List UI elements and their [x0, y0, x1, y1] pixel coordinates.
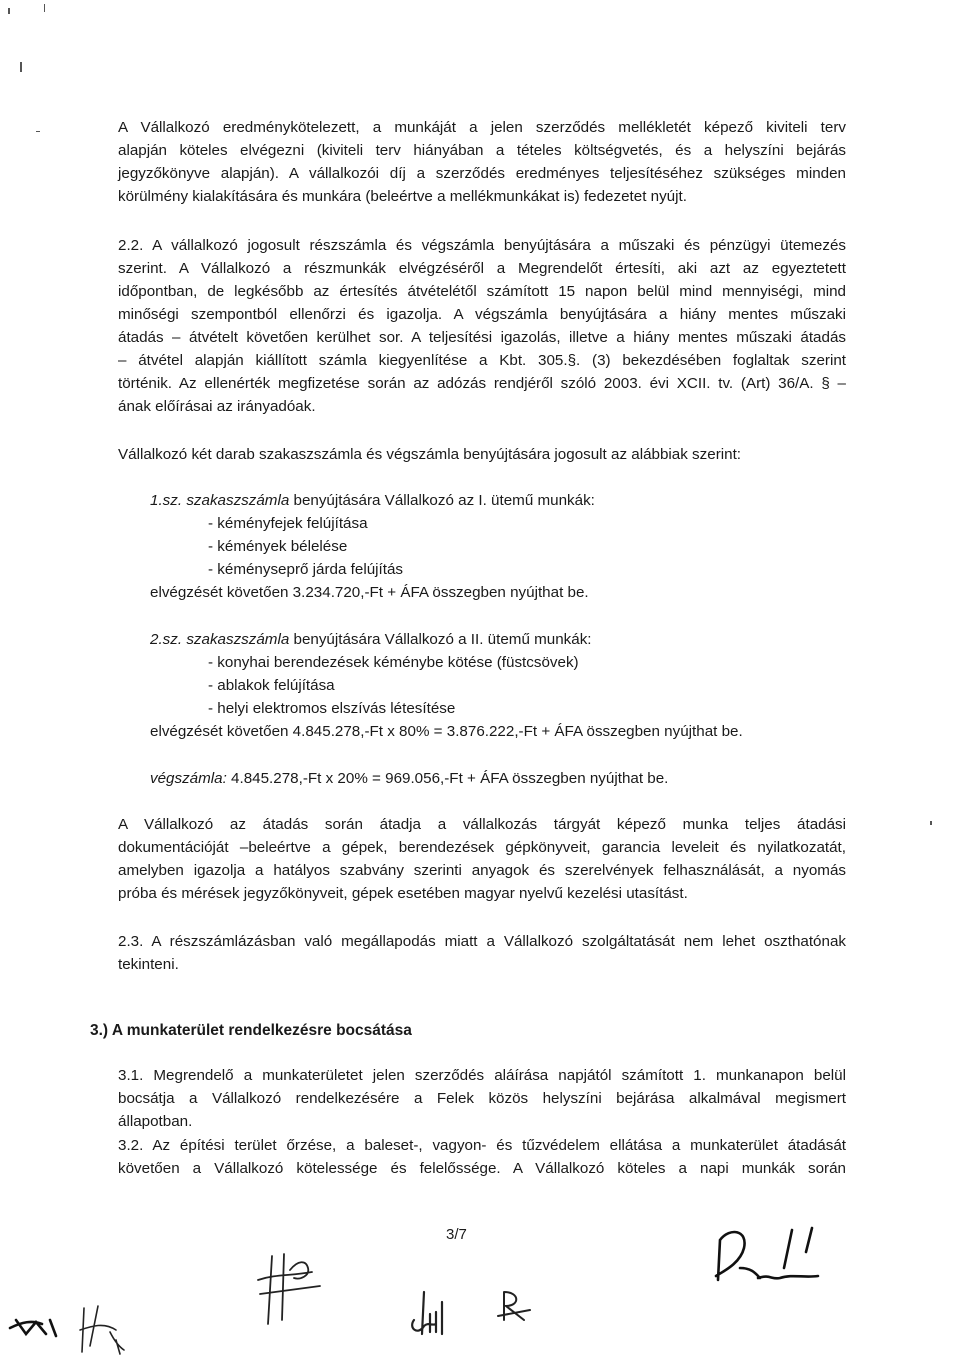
invoice-2-desc: benyújtására Vállalkozó a II. ütemű munkák: [289, 631, 592, 648]
section-final-invoice [120, 767, 848, 790]
text-line: dokumentációját –beleértve a gépek, berendezések gépkönyveit, garancia leveleit és nyilatkozatát, [118, 839, 846, 856]
text-line: amelyben igazolja a hatályos szabvány szerinti anyagok és szerelvények felhasználását, a nyomás [118, 862, 846, 879]
text-line: átadás – átvételt követően kerülhet sor. A teljesítési igazolás, illetve a hiány mentes műszaki átadás [118, 329, 846, 346]
work-item: - kémények bélelése [208, 538, 348, 555]
text-line: A Vállalkozó az átadás során átadja a vállalkozás tárgyát képező munka teljes átadási [118, 816, 846, 833]
work-item: - ablakok felújítása [208, 677, 335, 694]
text-line: minőségi szempontból ellenőrzi és igazolja. A végszámla benyújtására a hiány mentes műszaki [118, 306, 846, 323]
invoice-1-title [120, 489, 848, 512]
scan-speck [20, 62, 22, 72]
section-second-partial-invoice [120, 628, 848, 743]
initials-center [404, 1282, 464, 1342]
signature-right [700, 1222, 820, 1292]
work-item: - helyi elektromos elszívás létesítése [208, 700, 456, 717]
paragraph-2-3 [118, 930, 846, 976]
final-invoice-amount: 4.845.278,-Ft x 20% = 969.056,-Ft + ÁFA összegben nyújthat be. [226, 770, 669, 787]
invoice-2-term: szakaszszámla [186, 631, 290, 648]
text-line: követően a Vállalkozó kötelessége és felelőssége. A Vállalkozó köteles a napi munkák során [118, 1160, 846, 1177]
text-line: Vállalkozó két darab szakaszszámla és végszámla benyújtására jogosult az alábbiak szerint: [118, 446, 742, 463]
text-line: 2.2. A vállalkozó jogosult részszámla és végszámla benyújtására a műszaki és pénzügyi ütemezés [118, 237, 846, 254]
paragraph-invoice-entitlement [118, 443, 846, 466]
text-line: ának előírásai az irányadóak. [118, 398, 316, 415]
paragraph-handover-docs [118, 813, 846, 905]
section-heading: 3.) A munkaterület rendelkezésre bocsátása [90, 1022, 412, 1039]
work-item: - konyhai berendezések kéménybe kötése (füstcsövek) [208, 654, 579, 671]
text-line: 2.3. A részszámlázásban való megállapodás miatt a Vállalkozó szolgáltatását nem lehet oszthatónak [118, 933, 846, 950]
text-line: történik. Az ellenérték megfizetése során az adózás rendjéről szóló 2003. évi XCII. tv. (Art) 36/A. § – [118, 375, 846, 392]
paragraph-3-2 [118, 1134, 846, 1180]
initials-bottom-left [6, 1300, 156, 1362]
text-line: jegyzőkönyve alapján). A vállalkozói díj a szerződés eredményes teljesítéséhez szükséges minden [118, 165, 846, 182]
work-item: - kéményseprő járda felújítás [208, 561, 403, 578]
text-line: 3.2. Az építési terület őrzése, a baleset-, vagyon- és tűzvédelem ellátása a munkaterület átadását [118, 1137, 846, 1154]
section-first-partial-invoice [120, 489, 848, 604]
text-line: körülmény kialakítására és munkára (beleértve a mellékmunkákat is) fedezetet nyújt. [118, 188, 687, 205]
initials-center-left [250, 1250, 340, 1330]
scan-speck [44, 4, 45, 12]
text-line: tekinteni. [118, 956, 179, 973]
scan-speck [930, 821, 932, 825]
invoice-2-amount: elvégzését követően 4.845.278,-Ft x 80% = 3.876.222,-Ft + ÁFA összegben nyújthat be. [150, 723, 743, 740]
invoice-1-term: szakaszszámla [186, 492, 290, 509]
initials-center-right [494, 1286, 538, 1326]
paragraph-contract-obligation [118, 116, 846, 208]
scan-speck [36, 131, 40, 132]
invoice-1-amount: elvégzését követően 3.234.720,-Ft + ÁFA összegben nyújthat be. [150, 584, 589, 601]
invoice-1-desc: benyújtására Vállalkozó az I. ütemű munkák: [289, 492, 595, 509]
text-line: állapotban. [118, 1113, 193, 1130]
scan-speck [8, 8, 10, 14]
invoice-2-title [120, 628, 848, 651]
text-line: szerint. A Vállalkozó a részmunkák elvégzéséről a Megrendelőt értesíti, aki azt az egyeztetett [118, 260, 846, 277]
text-line: 3.1. Megrendelő a munkaterületet jelen szerződés aláírása napjától számított 1. munkanapon belül [118, 1067, 846, 1084]
final-invoice-line [120, 767, 848, 790]
text-line: bocsátja a Vállalkozó rendelkezésére a Felek közös helyszíni bejárása alkalmával megismert [118, 1090, 846, 1107]
text-line: alapján köteles elvégezni (kiviteli terv hiányában a tételes költségvetés, és a helyszíni bejárás [118, 142, 846, 159]
text-line: – átvétel alapján kiállított számla kiegyenlítése a Kbt. 305.§. (3) bekezdésében foglaltak szerint [118, 352, 846, 369]
paragraph-3-1 [118, 1064, 846, 1133]
page-number: 3/7 [446, 1226, 467, 1243]
text-line: időpontban, de legkésőbb az értesítés átvételétől számított 15 napon belül mind mennyiségi, mind [118, 283, 846, 300]
text-line: A Vállalkozó eredménykötelezett, a munkáját a jelen szerződés mellékletét képező kiviteli terv [118, 119, 846, 136]
final-invoice-term: végszámla: [150, 770, 227, 787]
invoice-2-prefix: 2.sz. [150, 631, 183, 648]
invoice-1-prefix: 1.sz. [150, 492, 183, 509]
text-line: próba és mérések jegyzőkönyveit, gépek esetében magyar nyelvű kezelési utasítást. [118, 885, 688, 902]
paragraph-2-2-invoicing [118, 234, 846, 418]
work-item: - kéményfejek felújítása [208, 515, 368, 532]
